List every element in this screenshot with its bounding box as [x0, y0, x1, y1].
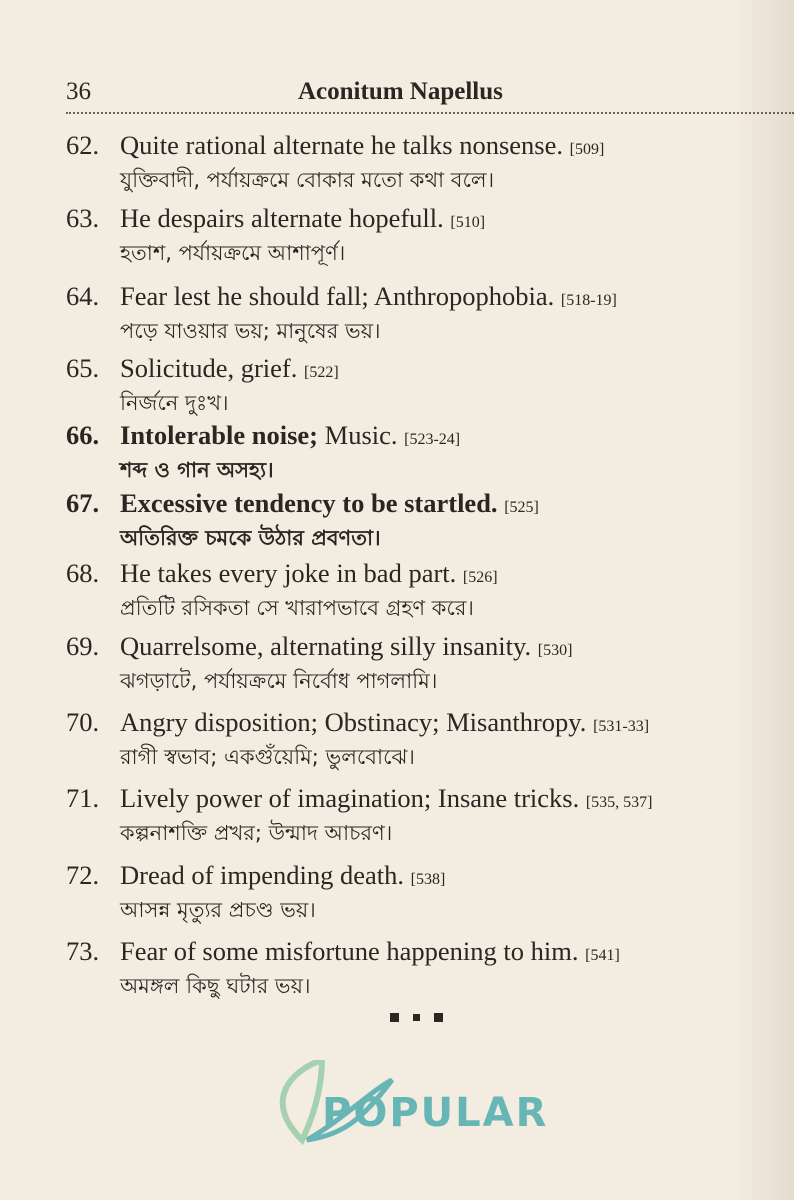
reference: [530]: [537, 642, 573, 659]
item-number: 62.: [66, 130, 100, 160]
symptom-item: [66, 130, 786, 195]
symptom-item: [66, 631, 786, 696]
symptom-bengali: প্রতিটি রসিকতা সে খারাপভাবে গ্রহণ করে।: [120, 596, 474, 620]
symptom-bengali: অতিরিক্ত চমকে উঠার প্রবণতা।: [120, 526, 381, 550]
symptom-item: [66, 281, 786, 346]
symptom-bengali: আসন্ন মৃত্যুর প্রচণ্ড ভয়।: [120, 898, 316, 922]
item-number: 63.: [66, 203, 100, 233]
item-number: 70.: [66, 707, 100, 737]
symptom-english: [66, 420, 786, 455]
symptom-english: [66, 203, 786, 238]
ornament-square: [413, 1014, 420, 1021]
symptom-bengali: শব্দ ও গান অসহ্য।: [120, 458, 274, 482]
symptom-english: [66, 130, 786, 165]
symptom-english: [66, 631, 786, 666]
symptom-bengali: হতাশ, পর্যায়ক্রমে আশাপূর্ণ।: [120, 241, 346, 265]
symptom-text: Dread of impending death.: [120, 860, 405, 890]
symptom-bengali: যুক্তিবাদী, পর্যায়ক্রমে বোকার মতো কথা বলে।: [120, 168, 495, 192]
header-dotted-rule: [66, 112, 794, 114]
page-number: 36: [66, 78, 91, 105]
symptom-bold-text: Excessive tendency to be startled.: [120, 488, 498, 518]
symptom-english: [66, 860, 786, 895]
symptom-text: Music.: [318, 420, 398, 450]
symptom-text: Fear of some misfortune happening to him.: [120, 936, 579, 966]
ornament-square: [434, 1013, 443, 1022]
item-number: 68.: [66, 558, 100, 588]
symptom-item: [66, 353, 786, 418]
item-number: 66.: [66, 420, 100, 450]
item-number: 72.: [66, 860, 100, 890]
symptom-text: He despairs alternate hopefull.: [120, 203, 444, 233]
watermark-logo: [262, 1060, 549, 1150]
symptom-english: [66, 558, 786, 593]
symptom-item: [66, 783, 786, 848]
item-number: 67.: [66, 488, 100, 518]
item-number: 71.: [66, 783, 100, 813]
reference: [525]: [504, 499, 539, 516]
watermark-text: POPULAR: [322, 1090, 549, 1136]
reference: [509]: [569, 141, 605, 158]
ornament-square: [390, 1013, 399, 1022]
item-number: 73.: [66, 936, 100, 966]
symptom-text: Angry disposition; Obstinacy; Misanthropy.: [120, 707, 587, 737]
symptom-item: [66, 488, 786, 553]
reference: [522]: [304, 364, 339, 381]
symptom-text: Solicitude, grief.: [120, 353, 298, 383]
symptom-item: [66, 420, 786, 485]
reference: [531-33]: [593, 718, 650, 735]
item-number: 64.: [66, 281, 100, 311]
symptom-text: Quite rational alternate he talks nonsense.: [120, 130, 563, 160]
reference: [510]: [450, 214, 486, 231]
symptom-english: [66, 707, 786, 742]
leaf-logo-icon: [262, 1060, 402, 1150]
symptom-bold-text: Intolerable noise;: [120, 420, 318, 450]
reference: [523-24]: [404, 431, 461, 448]
item-number: 65.: [66, 353, 100, 383]
symptom-english: [66, 936, 786, 971]
reference: [538]: [410, 871, 446, 888]
symptom-english: [66, 353, 786, 388]
symptom-english: [66, 281, 786, 316]
symptom-bengali: কল্পনাশক্তি প্রখর; উন্মাদ আচরণ।: [120, 821, 393, 845]
symptom-item: [66, 203, 786, 268]
symptom-bengali: রাগী স্বভাব; একগুঁয়েমি; ভুলবোঝে।: [120, 745, 415, 769]
item-number: 69.: [66, 631, 100, 661]
symptom-item: [66, 936, 786, 1001]
symptom-bengali: অমঙ্গল কিছু ঘটার ভয়।: [120, 974, 311, 998]
symptom-text: Fear lest he should fall; Anthropophobia.: [120, 281, 555, 311]
symptom-text: He takes every joke in bad part.: [120, 558, 457, 588]
symptom-bengali: ঝগড়াটে, পর্যায়ক্রমে নির্বোধ পাগলামি।: [120, 669, 438, 693]
symptom-item: [66, 860, 786, 925]
reference: [541]: [585, 947, 620, 964]
symptom-item: [66, 707, 786, 772]
reference: [518-19]: [560, 292, 617, 309]
symptom-english: [66, 783, 786, 818]
symptom-text: Quarrelsome, alternating silly insanity.: [120, 631, 532, 661]
symptom-bengali: পড়ে যাওয়ার ভয়; মানুষের ভয়।: [120, 319, 381, 343]
reference: [535, 537]: [585, 794, 653, 811]
symptom-english: [66, 488, 786, 523]
symptom-bengali: নির্জনে দুঃখ।: [120, 391, 229, 415]
end-ornament: [390, 1013, 443, 1022]
running-title: Aconitum Napellus: [298, 78, 503, 105]
reference: [526]: [462, 569, 498, 586]
symptom-text: Lively power of imagination; Insane tricks.: [120, 783, 580, 813]
symptom-item: [66, 558, 786, 623]
